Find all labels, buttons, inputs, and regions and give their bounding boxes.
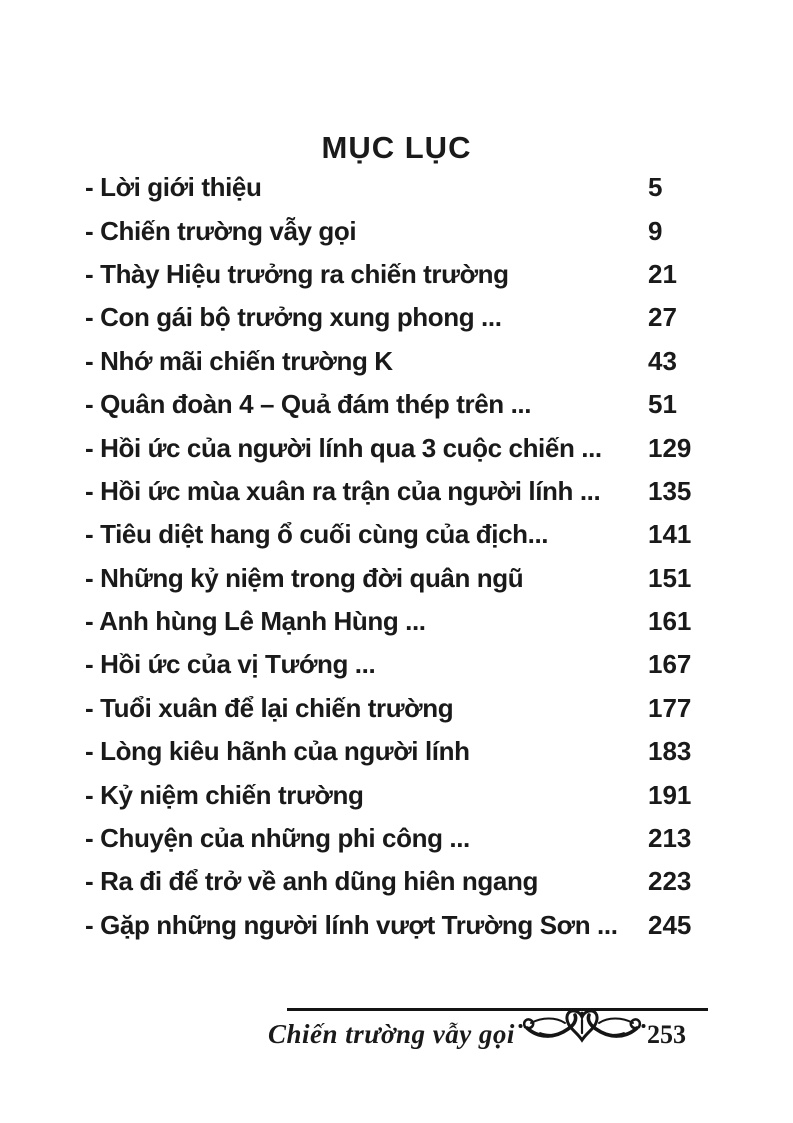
page-footer <box>268 1008 713 1055</box>
toc-entry-label: - Kỷ niệm chiến trường <box>85 779 364 810</box>
footer-book-title: Chiến trường vẫy gọi <box>268 1019 515 1049</box>
toc-entry-page: 129 <box>648 432 692 463</box>
toc-entry-label: - Tiêu diệt hang ổ cuối cùng của địch... <box>85 519 549 550</box>
toc-entry-label: - Hồi ức của vị Tướng ... <box>85 649 376 680</box>
toc-entry-page: 27 <box>648 302 677 333</box>
toc-entry-label: - Gặp những người lính vượt Trường Sơn ... <box>85 909 618 940</box>
footer-row <box>268 1014 713 1055</box>
toc-entry-row <box>85 296 748 339</box>
toc-entry-row <box>85 557 748 600</box>
toc-entry-page: 223 <box>648 866 692 897</box>
toc-entry-row <box>85 600 748 643</box>
toc-entry-label: - Lòng kiêu hãnh của người lính <box>85 736 470 767</box>
toc-entry-row <box>85 209 748 252</box>
toc-entry-label: - Chuyện của những phi công ... <box>85 823 470 854</box>
toc-entry-page: 135 <box>648 475 692 506</box>
toc-entry-page: 151 <box>648 562 692 593</box>
toc-entry-row <box>85 513 748 556</box>
toc-entry-page: 9 <box>648 215 663 246</box>
toc-entry-page: 177 <box>648 692 692 723</box>
toc-entry-row <box>85 643 748 686</box>
toc-entry-label: - Hồi ức của người lính qua 3 cuộc chiến ... <box>85 432 602 463</box>
footer-page-number: 253 <box>646 1019 686 1049</box>
toc-entry-row <box>85 817 748 860</box>
toc-entry-row <box>85 860 748 903</box>
toc-entry-page: 21 <box>648 258 677 289</box>
toc-entry-row <box>85 166 748 209</box>
toc-entry-row <box>85 730 748 773</box>
toc-entry-row <box>85 383 748 426</box>
toc-entry-row <box>85 773 748 816</box>
toc-entry-row <box>85 340 748 383</box>
toc-entry-row <box>85 253 748 296</box>
toc-entry-page: 167 <box>648 649 692 680</box>
toc-entry-row <box>85 426 748 469</box>
toc-entry-page: 191 <box>648 779 692 810</box>
toc-entry-label: - Chiến trường vẫy gọi <box>85 215 357 246</box>
toc-entry-label: - Nhớ mãi chiến trường K <box>85 345 393 376</box>
toc-entry-page: 213 <box>648 823 692 854</box>
toc-entry-label: - Thày Hiệu trưởng ra chiến trường <box>85 258 509 289</box>
toc-entry-label: - Ra đi để trở về anh dũng hiên ngang <box>85 866 538 897</box>
toc-entry-label: - Hồi ức mùa xuân ra trận của người lính ... <box>85 475 601 506</box>
toc-entry-page: 183 <box>648 736 692 767</box>
toc-entry-page: 245 <box>648 909 692 940</box>
toc-entry-label: - Lời giới thiệu <box>85 172 262 203</box>
toc-list <box>85 166 748 947</box>
toc-entry-label: - Anh hùng Lê Mạnh Hùng ... <box>85 606 426 637</box>
toc-entry-label: - Quân đoàn 4 – Quả đám thép trên ... <box>85 389 532 420</box>
toc-entry-page: 5 <box>648 172 663 203</box>
toc-entry-label: - Tuổi xuân để lại chiến trường <box>85 692 454 723</box>
toc-entry-row <box>85 687 748 730</box>
toc-entry-label: - Những kỷ niệm trong đời quân ngũ <box>85 562 524 593</box>
toc-entry-page: 51 <box>648 389 677 420</box>
toc-entry-page: 161 <box>648 606 692 637</box>
toc-entry-row <box>85 904 748 947</box>
toc-entry-page: 141 <box>648 519 692 550</box>
toc-entry-row <box>85 470 748 513</box>
flourish-ornament-icon <box>518 1004 646 1055</box>
page-title: MỤC LỤC <box>321 130 472 165</box>
toc-entry-label: - Con gái bộ trưởng xung phong ... <box>85 302 502 333</box>
toc-entry-page: 43 <box>648 345 677 376</box>
